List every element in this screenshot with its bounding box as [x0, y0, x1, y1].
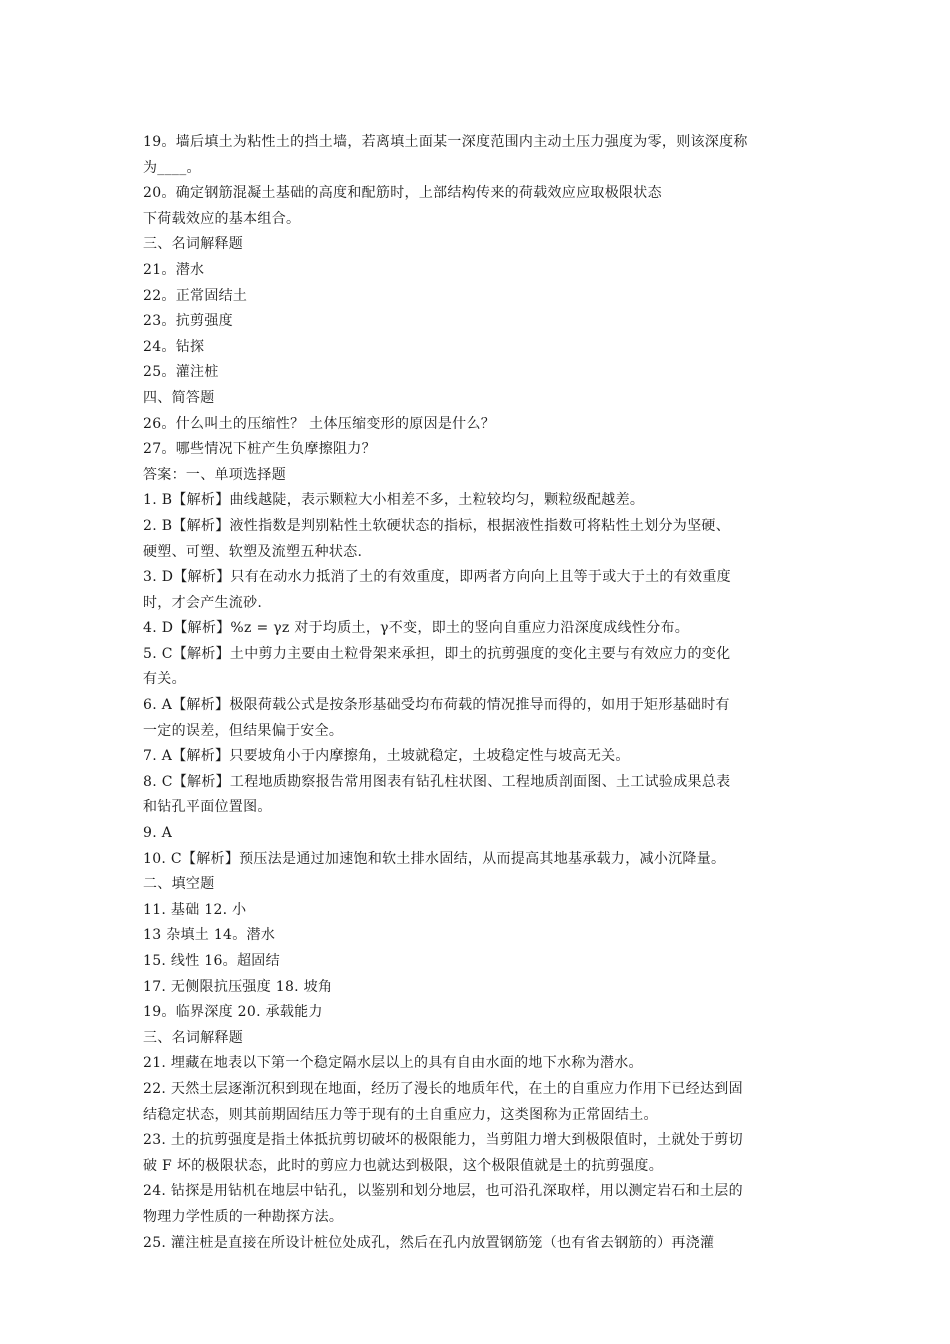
q19-line1: 19。墙后填土为粘性土的挡土墙，若离填土面某一深度范围内主动土压力强度为零，则该深度称 [143, 134, 748, 150]
answer-6-line2: 一定的误差，但结果偏于安全。 [143, 722, 344, 739]
term-answer-23-line2: 破 F 坏的极限状态，此时的剪应力也就达到极限，这个极限值就是土的抗剪强度。 [143, 1157, 664, 1174]
fill-blank-heading: 二、填空题 [143, 876, 215, 893]
answer-8-line2: 和钻孔平面位置图。 [143, 799, 272, 816]
answers-heading: 答案：一、单项选择题 [143, 466, 286, 483]
answer-2-line1: 2. B【解析】液性指数是判别粘性土软硬状态的指标，根据液性指数可将粘性土划分为坚硬、 [143, 517, 730, 534]
q21: 21。潜水 [143, 261, 205, 278]
q24: 24。钻探 [143, 338, 205, 355]
term-answer-25-line1: 25. 灌注桩是直接在所设计桩位处成孔，然后在孔内放置钢筋笼（也有省去钢筋的）再浇灌 [143, 1234, 715, 1251]
fill-answers-13-14: 13 杂填土 14。潜水 [143, 927, 276, 944]
section-heading-terms: 三、名词解释题 [143, 236, 244, 253]
term-answer-24-line2: 物理力学性质的一种勘探方法。 [143, 1208, 344, 1225]
q20-line2: 下荷载效应的基本组合。 [143, 210, 301, 227]
terms-answers-heading: 三、名词解释题 [143, 1029, 244, 1046]
document-body [143, 130, 823, 1256]
term-answer-22-line2: 结稳定状态，则其前期固结压力等于现有的土自重应力，这类图称为正常固结土。 [143, 1106, 658, 1123]
q27: 27。哪些情况下桩产生负摩擦阻力？ [143, 441, 376, 458]
term-answer-23-line1: 23. 土的抗剪强度是指土体抵抗剪切破坏的极限能力，当剪阻力增大到极限值时，土就处于剪切 [143, 1132, 743, 1149]
term-answer-21: 21. 埋藏在地表以下第一个稳定隔水层以上的具有自由水面的地下水称为潜水。 [143, 1055, 643, 1072]
answer-3-line1: 3. D【解析】只有在动水力抵消了土的有效重度，即两者方向向上且等于或大于土的有效重度 [143, 569, 731, 586]
fill-answers-15-16: 15. 线性 16。超固结 [143, 953, 280, 969]
q23: 23。抗剪强度 [143, 313, 233, 330]
answer-4: 4. D【解析】%z = γz 对于均质土，γ不变，即土的竖向自重应力沿深度成线性分布。 [143, 620, 690, 637]
q22: 22。正常固结土 [143, 287, 248, 304]
answer-2-line2: 硬塑、可塑、软塑及流塑五种状态. [143, 543, 363, 560]
section-heading-short-answer: 四、简答题 [143, 389, 215, 406]
fill-answers-19-20: 19。临界深度 20. 承载能力 [143, 1004, 323, 1021]
q19-line2: 为____。 [143, 159, 201, 176]
q25: 25。灌注桩 [143, 364, 219, 381]
answer-1: 1. B【解析】曲线越陡，表示颗粒大小相差不多，土粒较均匀，颗粒级配越差。 [143, 492, 645, 509]
q26: 26。什么叫土的压缩性？ 土体压缩变形的原因是什么？ [143, 415, 496, 432]
q20-line1: 20。确定钢筋混凝土基础的高度和配筋时，上部结构传来的荷载效应应取极限状态 [143, 185, 662, 202]
answer-8-line1: 8. C【解析】工程地质勘察报告常用图表有钻孔柱状图、工程地质剖面图、土工试验成果总表 [143, 773, 731, 790]
answer-7: 7. A【解析】只要坡角小于内摩擦角，土坡就稳定，土坡稳定性与坡高无关。 [143, 748, 630, 765]
term-answer-24-line1: 24. 钻探是用钻机在地层中钻孔，以鉴别和划分地层，也可沿孔深取样，用以测定岩石和土层的 [143, 1183, 743, 1200]
fill-answers-17-18: 17. 无侧限抗压强度 18. 坡角 [143, 978, 333, 995]
answer-5-line2: 有关。 [143, 671, 186, 688]
term-answer-22-line1: 22. 天然土层逐渐沉积到现在地面，经历了漫长的地质年代，在土的自重应力作用下已经达到固 [143, 1080, 743, 1097]
answer-3-line2: 时，才会产生流砂. [143, 594, 263, 611]
answer-5-line1: 5. C【解析】土中剪力主要由土粒骨架来承担，即土的抗剪强度的变化主要与有效应力的变化 [143, 645, 731, 662]
answer-9: 9. A [143, 825, 173, 842]
answer-6-line1: 6. A【解析】极限荷载公式是按条形基础受均布荷载的情况推导而得的，如用于矩形基础时有 [143, 697, 730, 714]
answer-10: 10. C【解析】预压法是通过加速饱和软土排水固结，从而提高其地基承载力，减小沉降量。 [143, 850, 726, 867]
fill-answers-11-12: 11. 基础 12. 小 [143, 901, 247, 918]
